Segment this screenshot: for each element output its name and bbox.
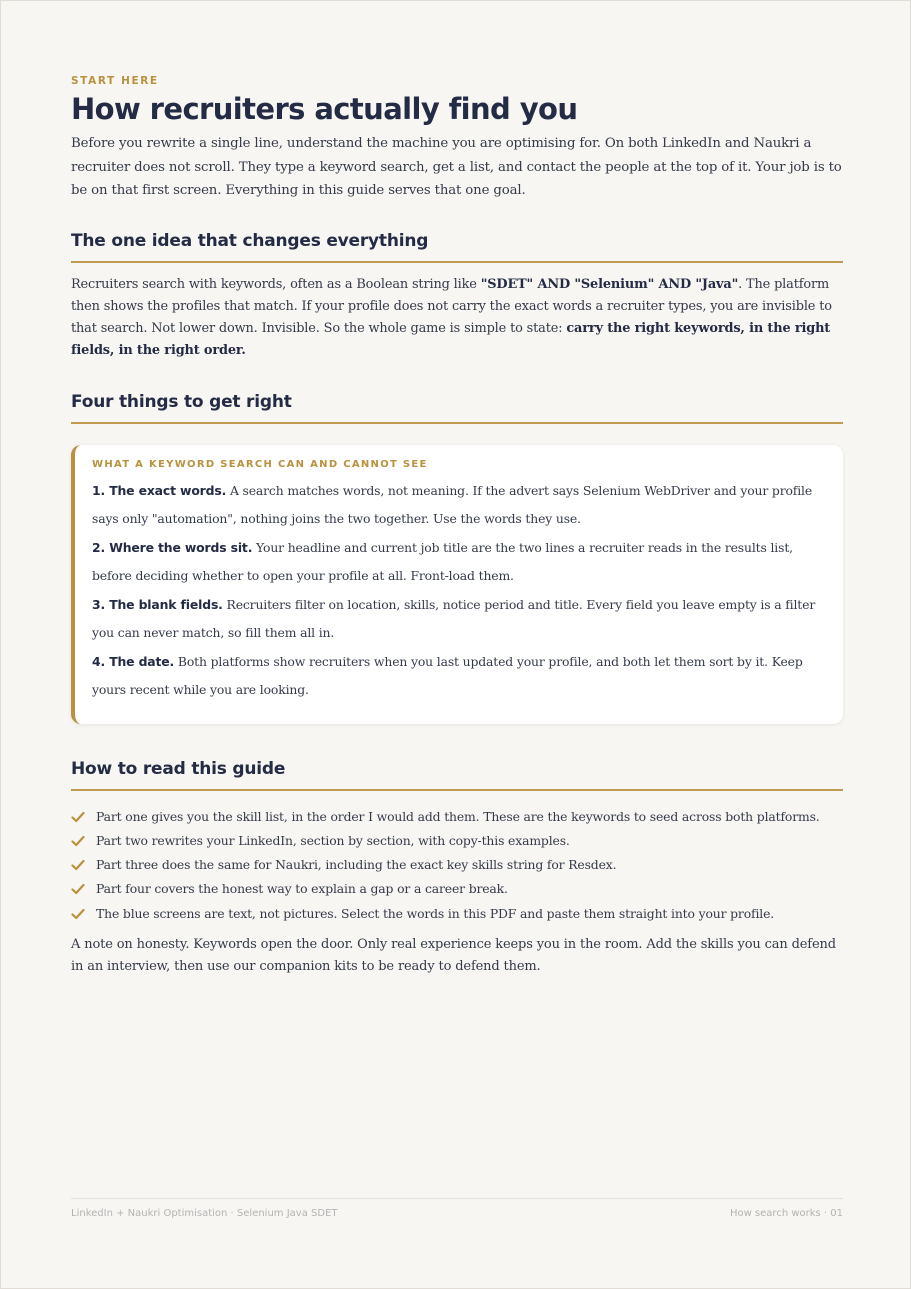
list-item [71,853,843,877]
card-item-text: Your headline and current job title are the two lines a recruiter reads in the results list, before deciding whether to open your profile at all. Front-load them. [92,539,793,583]
honesty-note: A note on honesty. Keywords open the door. Only real experience keeps you in the room. Add the skills you can defend in an interview, then use our companion kits to be ready to defend them. [71,936,836,975]
page-title: How recruiters actually find you [71,92,578,126]
check-icon [71,907,85,921]
list-item [71,829,843,853]
card-item [92,648,827,705]
card-item-text: Recruiters filter on location, skills, notice period and title. Every field you leave empty is a filter you can never match, so fill them all in. [92,596,816,640]
section-heading-how-to-read: How to read this guide [71,759,843,791]
list-item-text: Part one gives you the skill list, in the order I would add them. These are the keywords to seed across both platforms. [96,808,820,824]
list-item [71,877,843,901]
card-item [92,591,827,648]
one-idea-emphasis: carry the right keywords, in the right fields, in the right order. [71,320,831,358]
section-heading-four-things: Four things to get right [71,392,843,424]
one-idea-paragraph [71,274,843,362]
card-item-lead: 4. The date. [92,653,175,669]
list-item-text: Part four covers the honest way to explain a gap or a career break. [96,881,508,897]
one-idea-text-mid: . The platform then shows the profiles that match. If your profile does not carry the exact words a recruiter types, you are invisible to that search. Not lower down. Invisible. So the whole game is simple to state: [71,276,832,336]
card-item-lead: 3. The blank fields. [92,596,223,612]
card-item [92,534,827,591]
page-footer [71,1198,843,1219]
intro-paragraph: Before you rewrite a single line, understand the machine you are optimising for. On both LinkedIn and Naukri a recruiter does not scroll. They type a keyword search, get a list, and contact the people at the top of it. Your job is to be on that first screen. Everything in this guide serves that one goal. [71,136,842,198]
list-item-text: Part three does the same for Naukri, including the exact key skills string for Resdex. [96,857,617,873]
one-idea-text-start: Recruiters search with keywords, often as a Boolean string like [71,276,481,292]
card-item-lead: 2. Where the words sit. [92,539,253,555]
card-item [92,477,827,534]
page-content [71,75,843,979]
list-item-text: Part two rewrites your LinkedIn, section by section, with copy-this examples. [96,832,570,848]
guide-parts-list [71,805,843,926]
keyword-search-card [71,445,843,724]
boolean-query: "SDET" AND "Selenium" AND "Java" [480,276,739,292]
check-icon [71,858,85,872]
card-title: WHAT A KEYWORD SEARCH CAN AND CANNOT SEE [92,458,428,470]
footer-left: LinkedIn + Naukri Optimisation · Selenium Java SDET [71,1208,338,1219]
card-item-lead: 1. The exact words. [92,482,227,498]
list-item [71,902,843,926]
footer-right: How search works · 01 [729,1208,843,1219]
list-item [71,805,843,829]
section-heading-one-idea: The one idea that changes everything [71,231,843,263]
card-item-text: Both platforms show recruiters when you last updated your profile, and both let them sort by it. Keep yours recent while you are looking. [92,653,803,697]
check-icon [71,810,85,824]
check-icon [71,882,85,896]
card-item-text: A search matches words, not meaning. If the advert says Selenium WebDriver and your profile says only "automation", nothing joins the two together. Use the words they use. [92,482,813,526]
eyebrow-label: START HERE [71,75,159,87]
check-icon [71,834,85,848]
list-item-text: The blue screens are text, not pictures. Select the words in this PDF and paste them straight into your profile. [96,905,775,921]
